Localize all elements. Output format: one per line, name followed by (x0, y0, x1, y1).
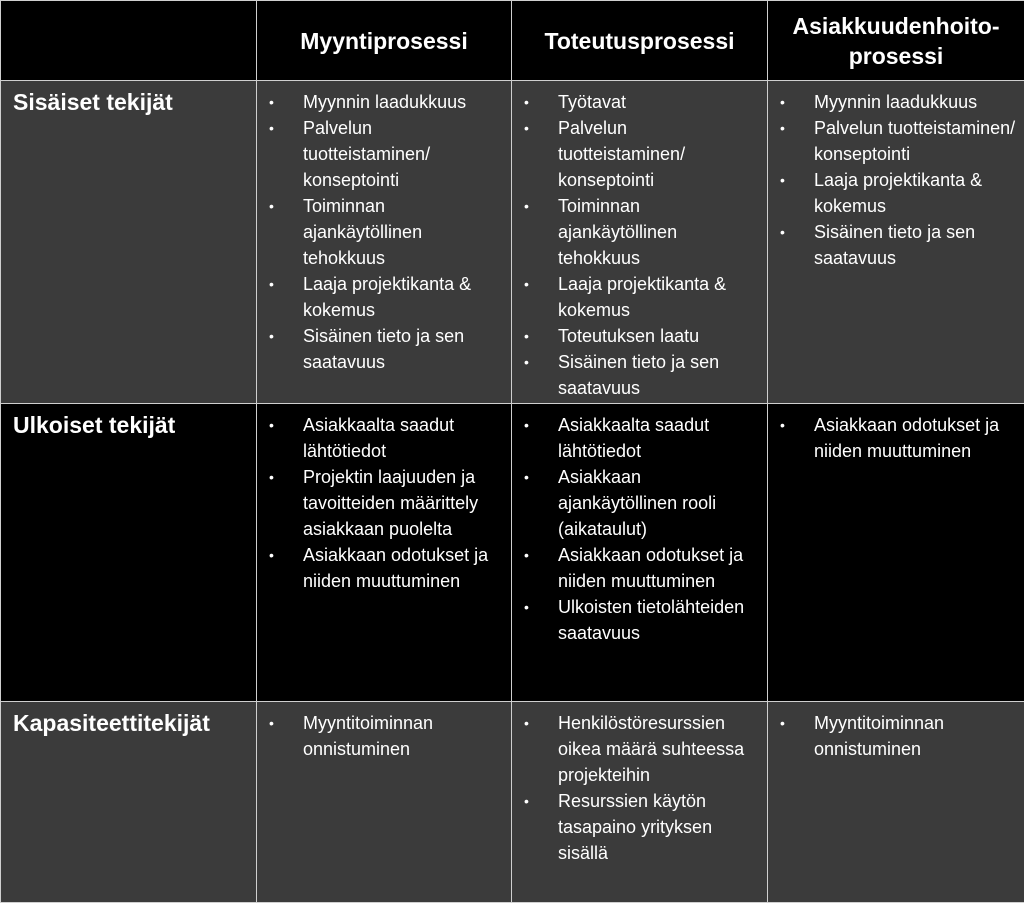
list-item: • Sisäinen tieto ja sen saatavuus (768, 219, 1016, 271)
list-item: • Palvelun tuotteistaminen/ konseptointi (768, 115, 1016, 167)
header-label: Toteutusprosessi (544, 27, 735, 54)
cell-ulkoiset-myynti (256, 403, 512, 702)
cell-kapasiteetti-toteutus (511, 701, 768, 903)
list-item: • Projektin laajuuden ja tavoitteiden määrittely asiakkaan puolelta (257, 464, 503, 542)
list-item: • Myyntitoiminnan onnistuminen (257, 710, 503, 762)
list-item: • Toiminnan ajankäytöllinen tehokkuus (512, 193, 759, 271)
bullet-list (768, 404, 1024, 464)
list-item: • Asiakkaan odotukset ja niiden muuttuminen (512, 542, 759, 594)
list-item: • Myyntitoiminnan onnistuminen (768, 710, 1016, 762)
list-item: • Asiakkaan odotukset ja niiden muuttuminen (257, 542, 503, 594)
list-item: • Laaja projektikanta & kokemus (768, 167, 1016, 219)
row-label-sisaiset: Sisäiset tekijät (0, 80, 257, 404)
header-myyntiprosessi (256, 0, 512, 81)
bullet-list (512, 81, 767, 401)
bullet-list (257, 81, 511, 375)
list-item: • Myynnin laadukkuus (768, 89, 1016, 115)
list-item: • Asiakkaalta saadut lähtötiedot (257, 412, 503, 464)
bullet-list (768, 702, 1024, 762)
list-item: • Laaja projektikanta & kokemus (257, 271, 503, 323)
list-item: • Palvelun tuotteistaminen/ konseptointi (257, 115, 503, 193)
header-toteutusprosessi (511, 0, 768, 81)
cell-ulkoiset-asiakkuus (767, 403, 1024, 702)
list-item: • Toiminnan ajankäytöllinen tehokkuus (257, 193, 503, 271)
cell-sisaiset-myynti (256, 80, 512, 404)
cell-kapasiteetti-myynti (256, 701, 512, 903)
cell-kapasiteetti-asiakkuus (767, 701, 1024, 903)
list-item: • Sisäinen tieto ja sen saatavuus (257, 323, 503, 375)
bullet-list (768, 81, 1024, 271)
bullet-list (257, 702, 511, 762)
list-item: • Myynnin laadukkuus (257, 89, 503, 115)
list-item: • Asiakkaalta saadut lähtötiedot (512, 412, 759, 464)
bullet-list (257, 404, 511, 594)
list-item: • Toteutuksen laatu (512, 323, 759, 349)
header-asiakkuudenhoitoprosessi (767, 0, 1024, 81)
bullet-list (512, 404, 767, 646)
row-label-kapasiteetti: Kapasiteettitekijät (0, 701, 257, 903)
list-item: • Palvelun tuotteistaminen/ konseptointi (512, 115, 759, 193)
header-label: Asiakkuudenhoito- prosessi (792, 12, 1000, 69)
list-item: • Asiakkaan ajankäytöllinen rooli (aikataulut) (512, 464, 759, 542)
header-label: Myyntiprosessi (300, 27, 468, 54)
list-item: • Ulkoisten tietolähteiden saatavuus (512, 594, 759, 646)
row-label-ulkoiset: Ulkoiset tekijät (0, 403, 257, 702)
cell-sisaiset-toteutus (511, 80, 768, 404)
bullet-list (512, 702, 767, 866)
list-item: • Sisäinen tieto ja sen saatavuus (512, 349, 759, 401)
cell-sisaiset-asiakkuus (767, 80, 1024, 404)
cell-ulkoiset-toteutus (511, 403, 768, 702)
list-item: • Asiakkaan odotukset ja niiden muuttuminen (768, 412, 1016, 464)
list-item: • Henkilöstöresurssien oikea määrä suhteessa projekteihin (512, 710, 759, 788)
list-item: • Työtavat (512, 89, 759, 115)
header-empty-cell (0, 0, 257, 81)
list-item: • Laaja projektikanta & kokemus (512, 271, 759, 323)
list-item: • Resurssien käytön tasapaino yrityksen sisällä (512, 788, 759, 866)
